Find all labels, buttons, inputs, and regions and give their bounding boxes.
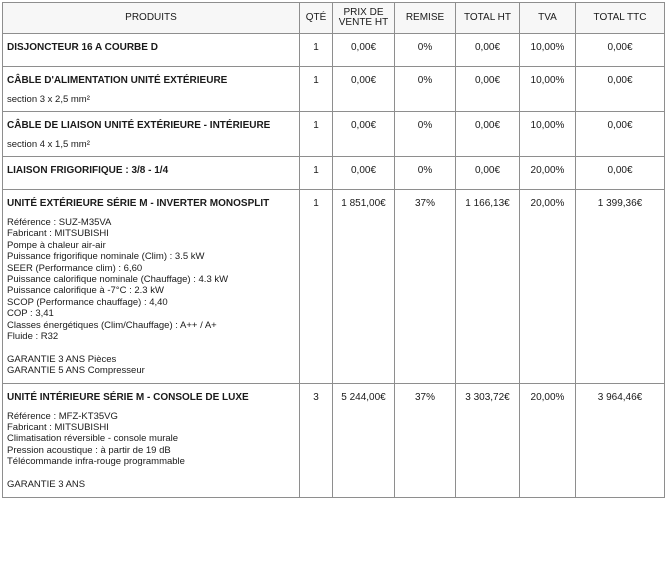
qty-cell: 3 [300,383,333,497]
table-row [3,157,665,190]
product-cell [3,34,300,67]
total-ttc-cell: 0,00€ [576,67,665,112]
total-ht-cell: 0,00€ [456,157,520,190]
total-ttc-cell: 1 399,36€ [576,190,665,384]
product-cell [3,190,300,384]
spec-line: COP : 3,41 [7,308,54,320]
quote-table [2,2,665,498]
total-ht-cell: 0,00€ [456,34,520,67]
qty-cell: 1 [300,190,333,384]
qty-cell: 1 [300,112,333,157]
guarantee-line: GARANTIE 5 ANS Compresseur [7,365,145,377]
header-tva: TVA [520,3,576,34]
spec-line: Pression acoustique : à partir de 19 dB [7,444,171,456]
spec-line: Fabricant : MITSUBISHI [7,228,109,240]
total-ht-cell: 1 166,13€ [456,190,520,384]
qty-cell: 1 [300,34,333,67]
header-total-ht: TOTAL HT [456,3,520,34]
product-cell [3,157,300,190]
price-cell: 0,00€ [333,157,395,190]
tva-cell: 20,00% [520,190,576,384]
guarantee-line: GARANTIE 3 ANS [7,479,86,491]
total-ht-cell: 0,00€ [456,112,520,157]
total-ttc-cell: 0,00€ [576,112,665,157]
header-total-ttc: TOTAL TTC [576,3,665,34]
product-name: UNITÉ EXTÉRIEURE SÉRIE M - INVERTER MONOSPLIT [7,198,270,209]
header-produits: PRODUITS [3,3,300,34]
table-row [3,190,665,384]
spec-line: Puissance calorifique nominale (Chauffage) : 4.3 kW [7,274,229,286]
spec-line: Puissance calorifique à -7°C : 2.3 kW [7,285,164,297]
product-name: UNITÉ INTÉRIEURE SÉRIE M - CONSOLE DE LUXE [7,391,249,403]
header-prix-line2: VENTE HT [338,17,389,28]
tva-cell: 10,00% [520,67,576,112]
product-cell [3,67,300,112]
discount-cell: 37% [395,383,456,497]
total-ht-cell: 3 303,72€ [456,383,520,497]
product-name: CÂBLE D'ALIMENTATION UNITÉ EXTÉRIEURE [7,75,228,86]
tva-cell: 10,00% [520,34,576,67]
spec-line: Classes énergétiques (Clim/Chauffage) : A++ / A+ [7,319,217,331]
product-detail: section 3 x 2,5 mm² [7,94,90,105]
total-ttc-cell: 3 964,46€ [576,383,665,497]
price-cell: 5 244,00€ [333,383,395,497]
product-name: CÂBLE DE LIAISON UNITÉ EXTÉRIEURE - INTÉRIEURE [7,120,271,131]
header-remise: REMISE [395,3,456,34]
total-ht-cell: 0,00€ [456,67,520,112]
tva-cell: 20,00% [520,157,576,190]
header-row [3,3,665,34]
table-row [3,67,665,112]
tva-cell: 20,00% [520,383,576,497]
product-cell [3,112,300,157]
product-name: DISJONCTEUR 16 A COURBE D [7,42,158,53]
header-qte: QTÉ [300,3,333,34]
spec-line: Pompe à chaleur air-air [7,239,106,251]
header-prix [333,3,395,34]
product-name: LIAISON FRIGORIFIQUE : 3/8 - 1/4 [7,165,169,176]
discount-cell: 0% [395,34,456,67]
spec-line: Référence : SUZ-M35VA [7,217,112,228]
table-row [3,383,665,497]
spec-line: Référence : MFZ-KT35VG [7,410,118,422]
product-specs [7,411,295,491]
product-detail: section 4 x 1,5 mm² [7,139,90,150]
tva-cell: 10,00% [520,112,576,157]
price-cell: 0,00€ [333,67,395,112]
price-cell: 0,00€ [333,34,395,67]
price-cell: 1 851,00€ [333,190,395,384]
total-ttc-cell: 0,00€ [576,157,665,190]
price-cell: 0,00€ [333,112,395,157]
discount-cell: 37% [395,190,456,384]
guarantee-line: GARANTIE 3 ANS Pièces [7,353,117,365]
spec-line: Fabricant : MITSUBISHI [7,422,109,434]
spec-line: Climatisation réversible - console murale [7,433,179,445]
spec-line: SCOP (Performance chauffage) : 4,40 [7,296,168,308]
product-cell [3,383,300,497]
spec-line: Fluide : R32 [7,331,59,343]
table-row [3,112,665,157]
discount-cell: 0% [395,67,456,112]
product-specs [7,217,295,377]
spec-line: Puissance frigorifique nominale (Clim) : 3.5 kW [7,251,205,263]
spec-line: Télécommande infra-rouge programmable [7,456,185,468]
discount-cell: 0% [395,157,456,190]
discount-cell: 0% [395,112,456,157]
qty-cell: 1 [300,157,333,190]
table-row [3,34,665,67]
total-ttc-cell: 0,00€ [576,34,665,67]
qty-cell: 1 [300,67,333,112]
header-prix-line1: PRIX DE [343,7,384,18]
spec-line: SEER (Performance clim) : 6,60 [7,262,143,274]
